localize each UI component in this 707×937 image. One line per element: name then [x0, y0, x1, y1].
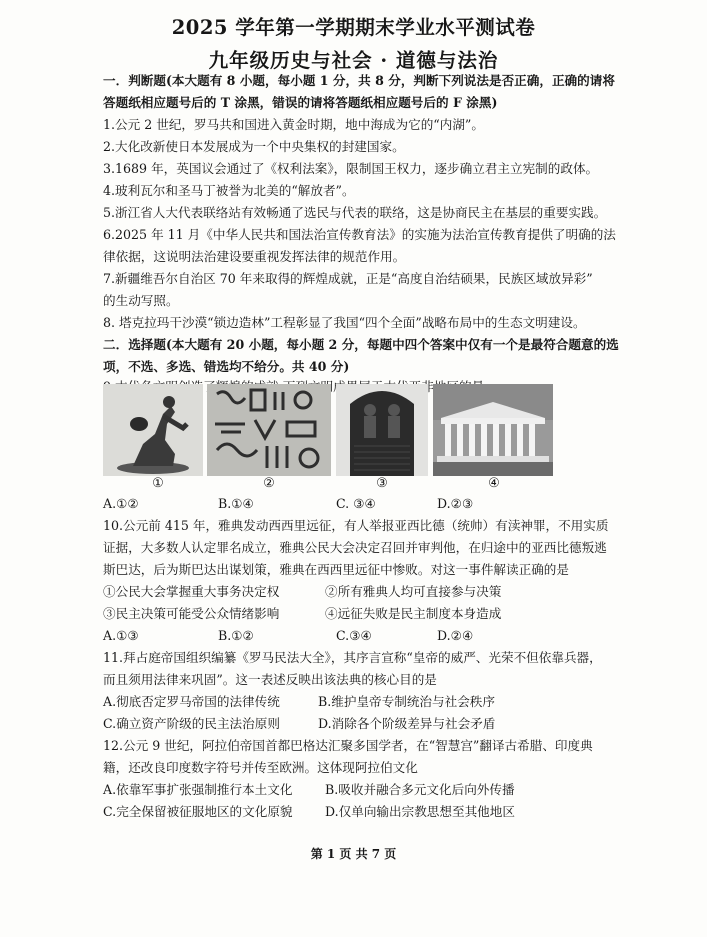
q12-option-d: D.仅单向输出宗教思想至其他地区	[325, 804, 515, 819]
question-12-line2: 籍，还改良印度数字符号并传至欧洲。这体现阿拉伯文化	[103, 760, 418, 775]
question-10-line1: 10.公元前 415 年，雅典发动西西里远征，有人举报亚西比德（统帅）有渎神罪，不用实质	[103, 518, 609, 533]
discus-thrower-image	[103, 384, 203, 476]
q10-option-b: B.①②	[218, 628, 254, 643]
q9-option-d: D.②③	[437, 496, 474, 511]
q12-option-c: C.完全保留被征服地区的文化原貌	[103, 804, 293, 819]
question-12-line1: 12.公元 9 世纪，阿拉伯帝国首都巴格达汇聚多国学者，在“智慧宫”翻译古希腊、印度典	[103, 738, 593, 753]
exam-title: 2025 学年第一学期期末学业水平测试卷	[171, 16, 536, 39]
section2-heading-line1: 二．选择题(本大题有 20 小题，每小题 2 分，每题中四个答案中仅有一个是最符合题意的选	[103, 337, 619, 352]
q12-option-a: A.依靠军事扩张强制推行本土文化	[103, 782, 293, 797]
question-11-line2: 而且须用法律来巩固”。这一表述反映出该法典的核心目的是	[103, 672, 437, 687]
q9-option-a: A.①②	[103, 496, 139, 511]
exam-subtitle: 九年级历史与社会 · 道德与法治	[208, 49, 499, 72]
q9-option-b: B.①④	[218, 496, 254, 511]
question-7-line1: 7.新疆维吾尔自治区 70 年来取得的辉煌成就，正是“高度自治结硕果，民族区域放异彩”	[103, 271, 593, 286]
q11-option-d: D.消除各个阶级差异与社会矛盾	[318, 716, 496, 731]
question-10-line2: 证据，大多数人认定罪名成立，雅典公民大会决定召回并审判他，在归途中的亚西比德叛逃	[103, 540, 607, 555]
q11-option-b: B.维护皇帝专制统治与社会秩序	[318, 694, 495, 709]
image-caption-4: ④	[488, 476, 500, 491]
q10-option-d: D.②④	[437, 628, 474, 643]
q9-option-c: C. ③④	[336, 496, 376, 511]
question-6-line2: 律依据，这说明法治建设要重视发挥法律的规范作用。	[103, 249, 406, 264]
section1-heading-line1: 一．判断题(本大题有 8 小题，每小题 1 分，共 8 分，判断下列说法是否正确，正确的请将	[103, 73, 615, 88]
q10-statement-3: ③民主决策可能受公众情绪影响	[103, 606, 280, 621]
image-caption-1: ①	[152, 476, 164, 491]
question-6-line1: 6.2025 年 11 月《中华人民共和国法治宣传教育法》的实施为法治宣传教育提供了明确的法	[103, 227, 616, 242]
q11-option-a: A.彻底否定罗马帝国的法律传统	[103, 694, 280, 709]
image-caption-3: ③	[376, 476, 388, 491]
question-4: 4.玻利瓦尔和圣马丁被誉为北美的“解放者”。	[103, 183, 355, 198]
q12-option-b: B.吸收并融合多元文化后向外传播	[325, 782, 515, 797]
q11-option-c: C.确立资产阶级的民主法治原则	[103, 716, 280, 731]
parthenon-image	[433, 384, 553, 476]
code-of-hammurabi-image	[336, 384, 428, 476]
page-number: 第 1 页 共 7 页	[310, 847, 397, 861]
q10-statement-4: ④远征失败是民主制度本身造成	[325, 606, 502, 621]
question-11-line1: 11.拜占庭帝国组织编纂《罗马民法大全》，其序言宣称“皇帝的威严、光荣不但依靠兵器，	[103, 650, 602, 665]
question-3: 3.1689 年，英国议会通过了《权利法案》，限制国王权力，逐步确立君主立宪制的政体。	[103, 161, 599, 176]
q10-statement-2: ②所有雅典人均可直接参与决策	[325, 584, 502, 599]
q10-option-c: C.③④	[336, 628, 372, 643]
section2-heading-line2: 项，不选、多选、错选均不给分。共 40 分)	[103, 359, 350, 374]
question-2: 2.大化改新使日本发展成为一个中央集权的封建国家。	[103, 139, 405, 154]
q10-statement-1: ①公民大会掌握重大事务决定权	[103, 584, 280, 599]
section1-heading-line2: 答题纸相应题号后的 T 涂黑，错误的请将答题纸相应题号后的 F 涂黑)	[103, 95, 498, 110]
question-7-line2: 的生动写照。	[103, 293, 179, 308]
q10-option-a: A.①③	[103, 628, 139, 643]
question-10-line3: 斯巴达，后为斯巴达出谋划策，雅典在西西里远征中惨败。对这一事件解读正确的是	[103, 562, 569, 577]
image-caption-2: ②	[263, 476, 275, 491]
question-8: 8. 塔克拉玛干沙漠“锁边造林”工程彰显了我国“四个全面”战略布局中的生态文明建设。	[103, 315, 586, 330]
hieroglyphs-image	[207, 384, 331, 476]
question-1: 1.公元 2 世纪，罗马共和国进入黄金时期，地中海成为它的“内湖”。	[103, 117, 484, 132]
question-5: 5.浙江省人大代表联络站有效畅通了选民与代表的联络，这是协商民主在基层的重要实践。	[103, 205, 607, 220]
